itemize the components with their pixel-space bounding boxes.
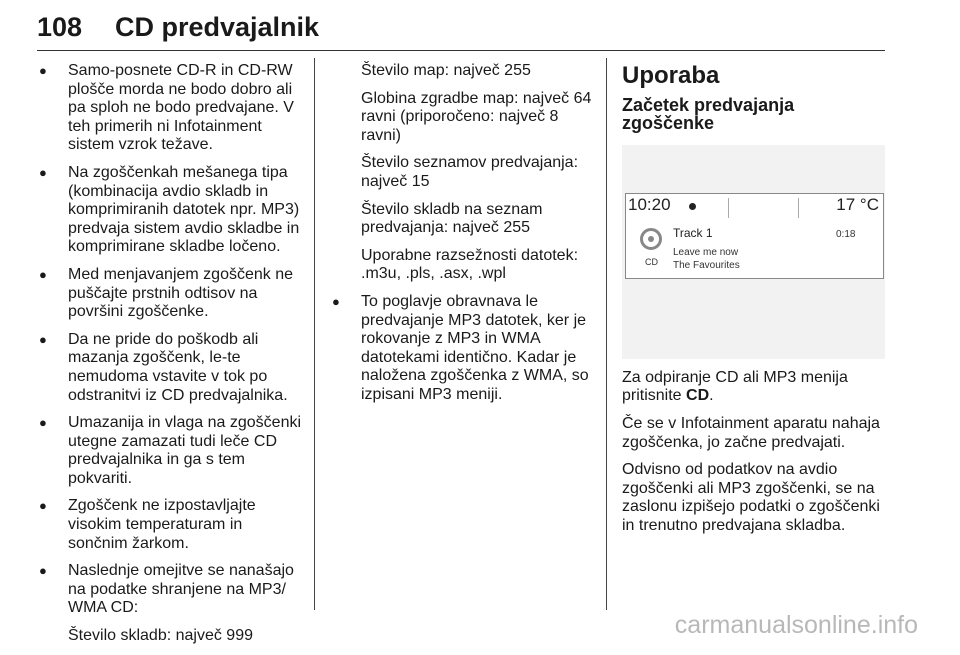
clock-time: 10:20	[628, 194, 671, 214]
status-dot-icon	[689, 203, 696, 210]
paragraph-end: .	[709, 387, 714, 405]
infotainment-screen-image	[622, 145, 885, 359]
paragraph-display-info: Odvisno od podatkov na avdio zgoščenki ali MP3 zgoščenki, se na zaslonu izpišejo podatki o zgoščenki in trenutno predvajana skladba.	[622, 461, 880, 534]
list-item: ● Zgoščenk ne izpostavljajte visokim temperaturam in sončnim žarkom.	[37, 497, 305, 553]
list-item: ● Na zgoščenkah mešanega tipa (kombinacija avdio skladb in komprimiranih datotek npr. MP3) predvaja sistem avdio skladbe in komprimirane skladbe ločeno.	[37, 164, 305, 257]
list-item: ● Med menjavanjem zgoščenk ne puščajte prstnih odtisov na površini zgoščenke.	[37, 266, 305, 322]
column-right	[622, 62, 886, 545]
watermark: carmanualsonline.info	[674, 611, 918, 639]
column-middle	[330, 62, 592, 414]
cd-button-label: CD	[686, 387, 710, 405]
status-divider	[798, 198, 799, 218]
display-panel	[625, 193, 884, 279]
list-item: ● Samo-posnete CD-R in CD-RW plošče morda ne bodo dobro ali pa sploh ne bodo predvajane. V teh primerih ni Infotainment sistem vzrok težave.	[37, 62, 305, 155]
column-divider	[314, 58, 315, 610]
list-item: ● To poglavje obravnava le predvajanje MP3 datotek, ker je rokovanje z MP3 in WMA datotekami identično. Kadar je naložena zgoščenka z WMA, so izpisani MP3 meniji.	[330, 293, 592, 405]
limit-playlists: Število seznamov predvajanja: največ 15	[361, 154, 579, 190]
column-divider	[606, 58, 607, 610]
cd-disc-icon	[640, 228, 662, 250]
page-number: 108	[37, 12, 83, 42]
track-number: Track 1	[673, 225, 713, 240]
status-divider	[728, 198, 729, 218]
paragraph-autoplay: Če se v Infotainment aparatu nahaja zgoščenka, jo začne predvajati.	[622, 414, 880, 451]
limit-file-extensions: Uporabne razsežnosti datotek: .m3u, .pls, .asx, .wpl	[361, 246, 579, 283]
page-title: CD predvajalnik	[115, 12, 320, 42]
column-left	[37, 62, 305, 655]
limit-folders: Število map: največ 255	[361, 62, 531, 79]
list-item: ● Da ne pride do poškodb ali mazanja zgoščenk, le-te nemudoma vstavite v tok po odstranitvi iz CD predvajalnika.	[37, 331, 305, 405]
elapsed-time: 0:18	[836, 228, 856, 240]
song-title: Leave me now	[673, 246, 739, 258]
subsection-title: Začetek predvajanja zgoščenke	[622, 94, 795, 134]
artist-name: The Favourites	[673, 259, 740, 271]
page-header	[37, 4, 885, 51]
list-item: ● Umazanija in vlaga na zgoščenki utegne zamazati tudi leče CD predvajalnika in ga s tem pokvariti.	[37, 414, 305, 488]
paragraph-text: Za odpiranje CD ali MP3 menija pritisnite	[622, 368, 848, 405]
limit-tracks: Število skladb: največ 999	[68, 627, 253, 645]
limit-tracks-per-playlist: Število skladb na seznam predvajanja: največ 255	[361, 200, 543, 237]
paragraph-open-menu	[622, 369, 886, 406]
source-label: CD	[645, 256, 658, 267]
limit-folder-depth: Globina zgradbe map: največ 64 ravni (priporočeno: največ 8 ravni)	[361, 89, 592, 144]
section-title: Uporaba	[622, 62, 720, 89]
temperature: 17 °C	[836, 194, 879, 214]
list-item: ● Naslednje omejitve se nanašajo na podatke shranjene na MP3/ WMA CD:	[37, 562, 305, 618]
